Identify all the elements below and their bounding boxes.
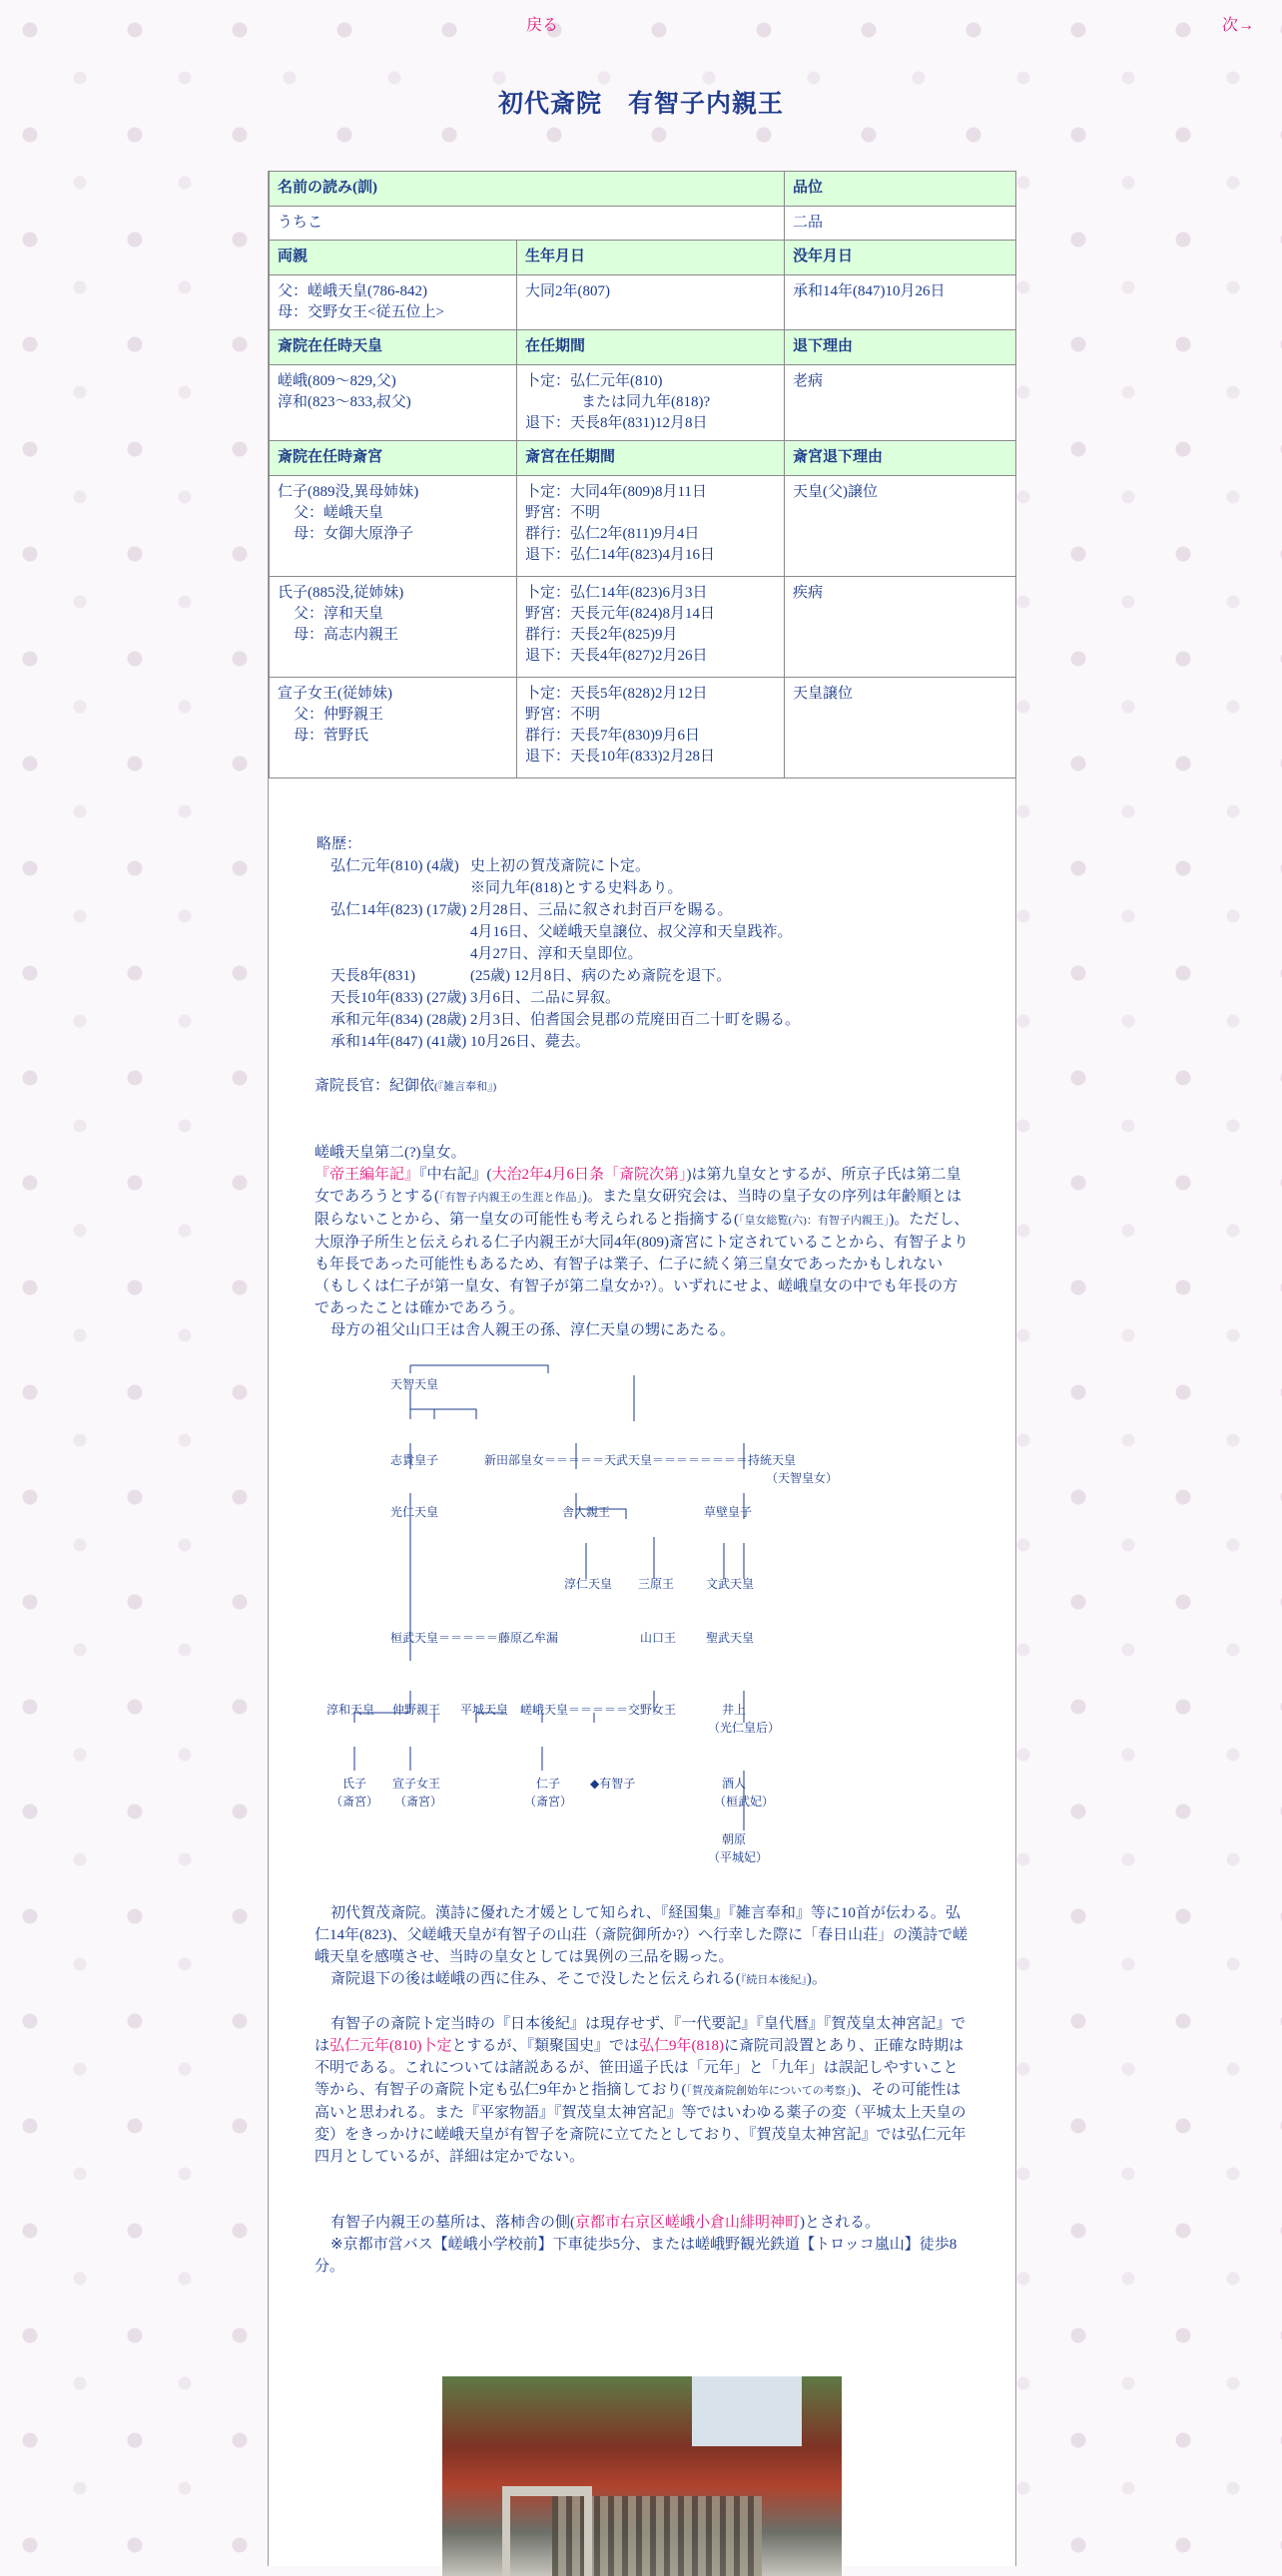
tree-mihara: 三原王	[638, 1577, 675, 1591]
tree-shomu: 聖武天皇	[706, 1631, 755, 1645]
text: 初代賀茂斎院。漢詩に優れた才媛として知られ、『経国集』『雑言奉和』等に10首が伝わる。弘仁14年(823)、父嵯峨天皇が有智子の山荘（斎院御所か?）へ行幸した際に「春日山荘」の漢詩で嵯峨天皇を感嘆させ、当時の皇女としては異例の三品を賜った。	[315, 1905, 968, 1965]
header-retire-reason: 退下理由	[785, 330, 1016, 365]
header-death: 没年月日	[785, 241, 1016, 275]
saigu-nonomiya: 野宮：不明	[525, 707, 601, 723]
official	[315, 1075, 969, 1098]
tree-hitoko: 仁子	[536, 1777, 561, 1791]
tree-ujiko: 氏子	[342, 1777, 367, 1791]
paragraph-poetry	[315, 1902, 969, 1991]
paragraph-lineage	[315, 1142, 969, 1341]
saigu-nonomiya: 野宮：不明	[525, 505, 601, 521]
history-heading: 略歴：	[317, 836, 362, 852]
text: 嵯峨天皇第二(?)皇女。	[315, 1145, 466, 1161]
saigu-father: 父：仲野親王	[294, 707, 384, 723]
history-date: 弘仁元年(810) (4歳)	[330, 858, 459, 874]
saigu-mother: 母：高志内親王	[294, 627, 399, 643]
history-date: 弘仁14年(823) (17歳)	[330, 902, 467, 918]
text: )。ただし、大原浄子所生と伝えられる仁子内親王が大同4年(809)斎宮にト定されていることから、有智子よりも年長であった可能性もあるため、有智子は業子、仁子に続く第三皇女であったかもしれない（もしくは仁子が第一皇女、有智子が第二皇女か?）。いずれにせよ、嵯峨皇女の中でも年長の方であったことは確かであろう。	[315, 1212, 969, 1316]
saigu-mother: 母：菅野氏	[294, 728, 369, 744]
text: 『中右記』(	[419, 1167, 492, 1183]
history-text: ※同九年(818)とする史料あり。	[470, 880, 683, 896]
photo-sky	[692, 2376, 802, 2446]
header-emperor: 斎院在任時天皇	[270, 330, 517, 365]
text: 有智子の斎院ト定当時の『日本後紀』は現存せず、『一代要記』『皇代暦』『賀茂皇太神宮記』では	[315, 2016, 966, 2054]
tomb-photo	[442, 2376, 842, 2576]
header-name-reading: 名前の読み(訓)	[270, 172, 785, 207]
history-text: 4月27日、淳和天皇即位。	[470, 946, 643, 962]
period-appointed: 卜定：弘仁元年(810)	[525, 373, 663, 389]
mother: 母：交野女王<従五位上>	[278, 304, 444, 320]
tree-toneri: 舎人親王	[562, 1505, 611, 1519]
history-text: 4月16日、父嵯峨天皇譲位、叔父淳和天皇践祚。	[470, 924, 793, 940]
header-parents: 両親	[270, 241, 517, 275]
saigu-nonomiya: 野宮：天長元年(824)8月14日	[525, 606, 715, 622]
tree-uchiko: ◆有智子	[590, 1777, 636, 1791]
saigu-father: 父：嵯峨天皇	[294, 505, 384, 521]
tree-kusakabe: 草壁皇子	[704, 1505, 753, 1519]
saigu-row	[270, 678, 1016, 778]
header-rank: 品位	[785, 172, 1016, 207]
history-text: 2月3日、伯耆国会見郡の荒廃田百二十町を賜る。	[470, 1012, 801, 1028]
tree-niitabe-tenmu-jito: 新田部皇女＝＝＝＝＝天武天皇＝＝＝＝＝＝＝＝持統天皇	[484, 1453, 797, 1467]
text: 有智子内親王の墓所は、落柿舎の側(	[330, 2215, 575, 2231]
highlight: 弘仁9年(818)	[639, 2038, 725, 2054]
tree-junnin: 淳仁天皇	[564, 1577, 613, 1591]
history-text: (25歳) 12月8日、病のため斎院を退下。	[470, 968, 732, 984]
saigu-row	[270, 577, 1016, 678]
saigu-reason: 天皇(父)譲位	[785, 476, 1016, 577]
tree-konin: 光仁天皇	[390, 1505, 439, 1519]
saigu-name: 宣子女王(従姉妹)	[278, 686, 392, 702]
tree-asahara: 朝原	[722, 1832, 747, 1846]
reference: 『続日本後紀』	[740, 1974, 807, 1986]
saigu-row	[270, 476, 1016, 577]
header-birth: 生年月日	[517, 241, 785, 275]
tree-junna: 淳和天皇	[326, 1703, 375, 1717]
reference: 「皇女総覧(六)：有智子内親王」	[739, 1215, 890, 1227]
saigu-name: 氏子(885没,従姉妹)	[278, 585, 404, 601]
tree-asahara-note: （平城妃）	[708, 1850, 769, 1864]
tree-nobuko: 宣子女王	[392, 1777, 441, 1791]
text: )、その可能性は高いと思われる。また『平家物語』『賀茂皇太神宮記』等ではいわゆる薬子の変（平城太上天皇の変）をきっかけに嵯峨天皇が有智子を斎院に立てたとしており、『賀茂皇太神宮記』では弘仁元年四月としているが、詳細は定かでない。	[315, 2082, 966, 2165]
main-content	[268, 171, 1016, 2566]
saigu-reason: 疾病	[785, 577, 1016, 678]
history-date	[330, 877, 470, 899]
text: )は第九皇女とするが、所京子氏は第二皇女であろうとする(	[315, 1167, 962, 1205]
official-source: (『雑言奉和』)	[434, 1081, 497, 1093]
header-saigu-reason: 斎宮退下理由	[785, 441, 1016, 476]
next-link[interactable]: 次→	[1222, 17, 1255, 34]
tree-tenchi: 天智天皇	[390, 1377, 439, 1391]
saigu-reason: 天皇譲位	[785, 678, 1016, 778]
history-text: 2月28日、三品に叙され封百戸を賜る。	[470, 902, 733, 918]
saigu-retired: 退下：天長4年(827)2月26日	[525, 648, 708, 664]
header-saigu-period: 斎宮在任期間	[517, 441, 785, 476]
tomb-address: 京都市右京区嵯峨小倉山緋明神町	[575, 2215, 801, 2231]
paragraph-tomb	[315, 2212, 969, 2278]
saigu-procession: 群行：天長7年(830)9月6日	[525, 728, 700, 744]
source-title: 『帝王編年記』	[315, 1167, 420, 1183]
history-list	[315, 855, 969, 1053]
birth-date: 大同2年(807)	[517, 275, 785, 330]
period-retired: 退下：天長8年(831)12月8日	[525, 415, 708, 431]
saigu-name: 仁子(889没,異母姉妹)	[278, 484, 419, 500]
rank: 二品	[785, 207, 1016, 241]
tree-yamaguchi: 山口王	[640, 1631, 677, 1645]
period-cell	[517, 365, 785, 441]
saigu-appointed: 卜定：大同4年(809)8月11日	[525, 484, 707, 500]
saigu-father: 父：淳和天皇	[294, 606, 384, 622]
history-text: 3月6日、二品に昇叙。	[470, 990, 621, 1006]
page-title: 初代斎院 有智子内親王	[497, 91, 784, 118]
father: 父：嵯峨天皇(786-842)	[278, 283, 427, 299]
article-body	[315, 833, 969, 2278]
saigu-procession: 群行：弘仁2年(811)9月4日	[525, 526, 700, 542]
tree-saga-katano: 嵯峨天皇＝＝＝＝＝交野女王	[520, 1703, 677, 1717]
text: とするが、『類聚国史』では	[451, 2038, 640, 2054]
tree-sakahito: 酒人	[722, 1777, 747, 1791]
saigu-appointed: 卜定：弘仁14年(823)6月3日	[525, 585, 708, 601]
emperor-junna: 淳和(823～833,叔父)	[278, 394, 411, 410]
highlight: 弘仁元年(810)卜定	[329, 2038, 452, 2054]
text: に斎院司設置とあり、正確な時期は不明である。これについては諸説あるが、笹田遥子氏は「元年」と「九年」は誤記しやすいこと等から、有智子の斎院卜定も弘仁9年かと指摘しており(	[315, 2038, 964, 2098]
family-tree	[315, 1361, 969, 1880]
text: 斎院退下の後は嵯峨の西に住み、そこで没したと伝えられる(	[330, 1971, 741, 1987]
death-date: 承和14年(847)10月26日	[785, 275, 1016, 330]
history-date: 天長10年(833) (27歳)	[330, 990, 467, 1006]
tree-sakahito-note: （桓武妃）	[714, 1795, 775, 1808]
history-text: 10月26日、薨去。	[470, 1034, 591, 1050]
reference: 「賀茂斎院創始年についての考察」	[686, 2085, 852, 2097]
text: )。また皇女研究会は、当時の皇子女の序列は年齢順とは限らないことから、第一皇女の可能性も考えられると指摘する(	[315, 1189, 962, 1228]
paragraph-appointment	[315, 2013, 969, 2168]
text: )とされる。	[800, 2215, 881, 2231]
reference: 「有智子内親王の生涯と作品」	[439, 1192, 582, 1204]
tree-kanmu: 桓武天皇＝＝＝＝＝藤原乙牟漏	[390, 1631, 559, 1645]
history-date: 承和元年(834) (28歳)	[330, 1012, 467, 1028]
name-reading: うちこ	[270, 207, 785, 241]
tree-nakano: 仲野親王	[392, 1703, 441, 1717]
tree-monmu: 文武天皇	[706, 1577, 755, 1591]
tree-hitoko-note: （斎宮）	[524, 1795, 573, 1808]
source-citation: 大治2年4月6日条「斎院次第」	[491, 1167, 687, 1183]
text: )。	[806, 1971, 827, 1987]
profile-table	[269, 171, 1016, 778]
history-date: 承和14年(847) (41歳)	[330, 1034, 467, 1050]
saigu-retired: 退下：弘仁14年(823)4月16日	[525, 547, 715, 563]
tree-heizei: 平城天皇	[460, 1703, 509, 1717]
tree-inoe: 井上	[722, 1703, 747, 1717]
tree-shiki: 志貴皇子	[390, 1453, 439, 1467]
saigu-mother: 母：女御大原浄子	[294, 526, 414, 542]
history-date	[330, 921, 470, 943]
period-alternate: または同九年(818)?	[581, 394, 711, 410]
saigu-appointed: 卜定：天長5年(828)2月12日	[525, 686, 708, 702]
history-date: 天長8年(831)	[330, 968, 415, 984]
header-period: 在任期間	[517, 330, 785, 365]
emperor-saga: 嵯峨(809～829,父)	[278, 373, 396, 389]
parents-cell	[270, 275, 517, 330]
retire-reason: 老病	[785, 365, 1016, 441]
history-text: 史上初の賀茂斎院に卜定。	[470, 858, 651, 874]
tree-jito-note: （天智皇女）	[766, 1471, 839, 1485]
tree-inoe-note: （光仁皇后）	[708, 1721, 781, 1735]
access-note: ※京都市営バス【嵯峨小学校前】下車徒歩5分、または嵯峨野観光鉄道【トロッコ嵐山】徒歩8分。	[315, 2237, 958, 2275]
tree-ujiko-note: （斎宮）	[330, 1795, 379, 1808]
history-date	[330, 943, 470, 965]
tree-nobuko-note: （斎宮）	[394, 1795, 443, 1808]
text: 母方の祖父山口王は舎人親王の孫、淳仁天皇の甥にあたる。	[330, 1322, 736, 1338]
back-link[interactable]: 戻る	[526, 17, 559, 34]
saigu-procession: 群行：天長2年(825)9月	[525, 627, 678, 643]
saigu-retired: 退下：天長10年(833)2月28日	[525, 749, 715, 765]
official-name: 斎院長官：紀御依	[315, 1078, 435, 1094]
emperors-cell	[270, 365, 517, 441]
header-saigu: 斎院在任時斎宮	[270, 441, 517, 476]
